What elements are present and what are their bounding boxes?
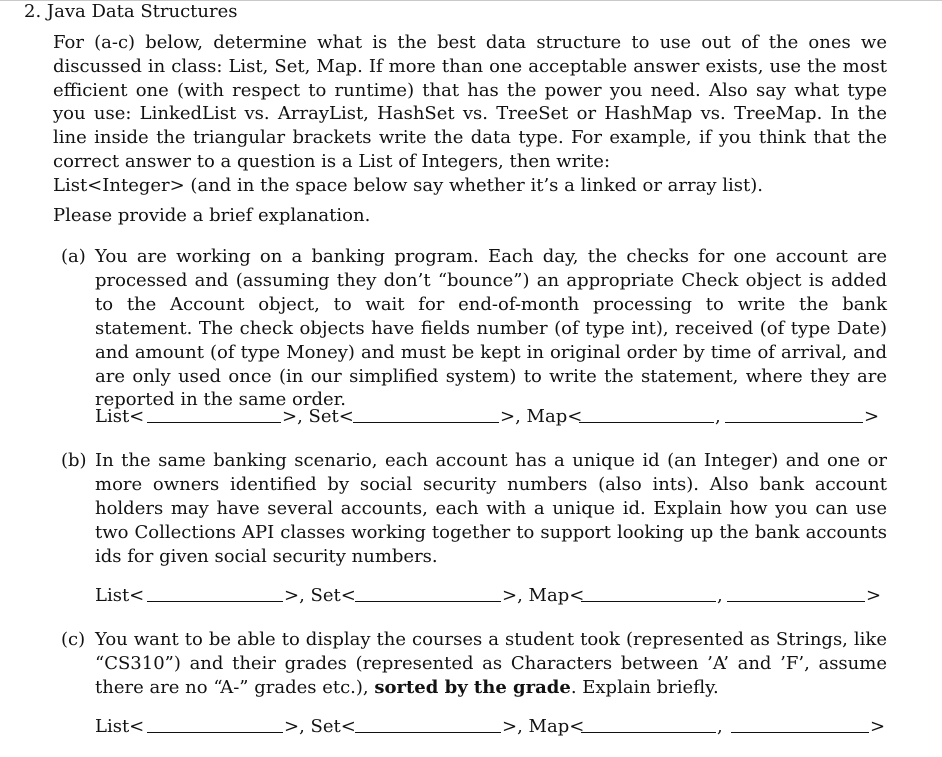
list-open-text: List< bbox=[95, 716, 145, 737]
map-open-text: >, Map< bbox=[500, 406, 583, 427]
list-open-text: List< bbox=[95, 585, 145, 606]
part-b-answer-line bbox=[95, 584, 895, 608]
map-close-text: > bbox=[866, 585, 882, 606]
part-a-answer-line bbox=[95, 405, 895, 429]
set-open-text: >, Set< bbox=[284, 585, 356, 606]
comma-text: , bbox=[717, 585, 723, 606]
part-b-set-blank[interactable] bbox=[355, 601, 501, 602]
part-c-emphasis: sorted by the grade bbox=[374, 676, 571, 698]
part-a-list-blank[interactable] bbox=[147, 422, 281, 423]
part-b-text: In the same banking scenario, each account has a unique id (an Integer) and one or more owners identified by social security numbers (also ints). Also bank account holders may have several accounts, each with a unique id. Explain how you can use two Collections API classes working together to support looking up the bank accounts ids for given social security numbers. bbox=[95, 450, 887, 567]
part-c-map-value-blank[interactable] bbox=[731, 732, 869, 733]
part-c-map-key-blank[interactable] bbox=[581, 732, 716, 733]
question-heading: 2. Java Data Structures bbox=[24, 1, 238, 22]
part-b-list-blank[interactable] bbox=[147, 601, 283, 602]
part-c-text bbox=[95, 628, 887, 700]
part-b-label: (b) bbox=[61, 450, 87, 471]
part-c-answer-line bbox=[95, 715, 895, 739]
part-c-text-start: You want to be able to display the courses a student took (represented as Strings, like “CS310”) and their grades (represented as Characters between ’A’ and ’F’, assume there are no “A-” grades etc.), bbox=[95, 629, 887, 698]
part-c-list-blank[interactable] bbox=[147, 732, 283, 733]
explanation-prompt: Please provide a brief explanation. bbox=[53, 205, 371, 226]
part-b-map-key-blank[interactable] bbox=[581, 601, 716, 602]
part-a-map-value-blank[interactable] bbox=[725, 422, 863, 423]
comma-text: , bbox=[715, 406, 721, 427]
part-b-map-value-blank[interactable] bbox=[727, 601, 865, 602]
part-c-set-blank[interactable] bbox=[355, 732, 501, 733]
part-a-label: (a) bbox=[61, 246, 86, 267]
map-close-text: > bbox=[864, 406, 880, 427]
set-open-text: >, Set< bbox=[284, 716, 356, 737]
part-a bbox=[61, 245, 887, 412]
part-a-set-blank[interactable] bbox=[353, 422, 499, 423]
comma-text: , bbox=[717, 716, 723, 737]
set-open-text: >, Set< bbox=[282, 406, 354, 427]
example-line: List<Integer> (and in the space below say whether it’s a linked or array list). bbox=[53, 174, 763, 196]
part-c bbox=[61, 628, 887, 700]
part-a-map-key-blank[interactable] bbox=[579, 422, 714, 423]
part-b bbox=[61, 449, 887, 569]
map-open-text: >, Map< bbox=[502, 585, 585, 606]
part-c-label: (c) bbox=[61, 629, 86, 650]
map-open-text: >, Map< bbox=[502, 716, 585, 737]
part-a-text: You are working on a banking program. Each day, the checks for one account are processed and (assuming they don’t “bounce”) an appropriate Check object is added to the Account object, to wait for end-of-month processing to write the bank statement. The check objects have fields number (of type int), received (of type Date) and amount (of type Money) and must be kept in original order by time of arrival, and are only used once (in our simplified system) to write the statement, where they are reported in the same order. bbox=[95, 246, 887, 411]
question-instructions bbox=[53, 31, 887, 198]
instructions-text: For (a-c) below, determine what is the best data structure to use out of the ones we discussed in class: List, Set, Map. If more than one acceptable answer exists, use the most efficient one (with respect to runtime) that has the power you need. Also say what type you use: LinkedList vs. ArrayList, HashSet vs. TreeSet or HashMap vs. TreeMap. In the line inside the triangular brackets write the data type. For example, if you think that the correct answer to a question is a List of Integers, then write: bbox=[53, 32, 887, 172]
part-c-text-end: . Explain briefly. bbox=[570, 676, 719, 698]
list-open-text: List< bbox=[95, 406, 145, 427]
map-close-text: > bbox=[870, 716, 886, 737]
